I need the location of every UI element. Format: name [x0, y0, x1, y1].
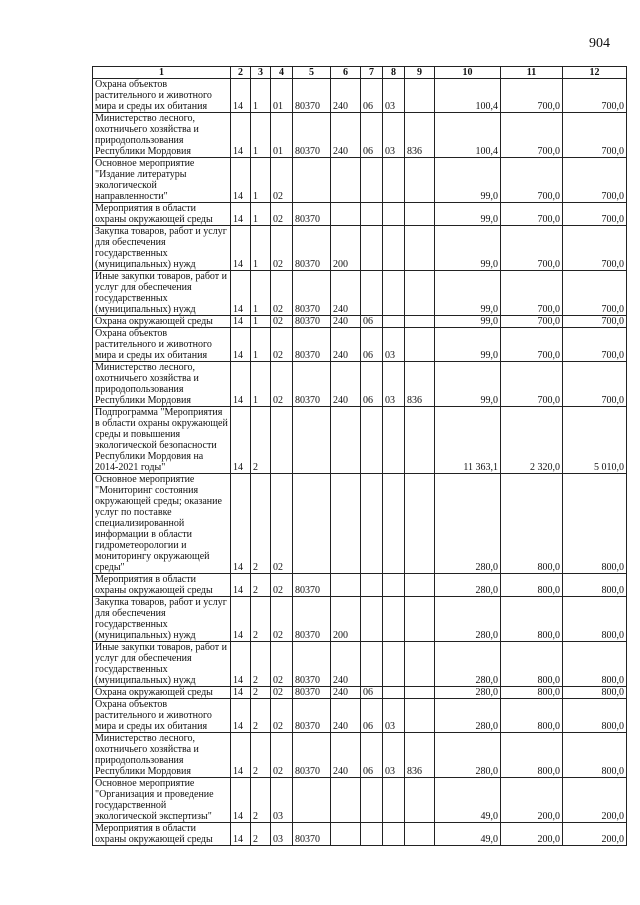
expense-type-cell	[331, 474, 361, 574]
subsection-cell	[361, 823, 383, 846]
amount-cell: 800,0	[501, 733, 563, 778]
amount-cell: 700,0	[563, 79, 627, 113]
table-row	[93, 79, 627, 113]
expense-type-cell	[331, 203, 361, 226]
expense-type-cell: 240	[331, 113, 361, 158]
amount-cell: 800,0	[501, 687, 563, 699]
section-cell: 14	[231, 407, 251, 474]
subsection-cell	[361, 574, 383, 597]
table-row	[93, 328, 627, 362]
event-cell: 02	[271, 574, 293, 597]
direction-cell	[293, 778, 331, 823]
subprogram-cell: 1	[251, 328, 271, 362]
subsection-cell: 06	[361, 362, 383, 407]
event-cell: 02	[271, 362, 293, 407]
amount-cell: 700,0	[563, 316, 627, 328]
table-row	[93, 158, 627, 203]
amount-cell: 280,0	[435, 597, 501, 642]
subsection-cell	[361, 778, 383, 823]
section-cell: 14	[231, 226, 251, 271]
expense-type-cell	[331, 823, 361, 846]
subsection-cell: 06	[361, 113, 383, 158]
amount-cell: 99,0	[435, 362, 501, 407]
section-cell: 14	[231, 203, 251, 226]
table-row	[93, 778, 627, 823]
section-code-cell: 03	[383, 328, 405, 362]
subsection-cell: 06	[361, 733, 383, 778]
section-cell: 14	[231, 778, 251, 823]
table-row	[93, 407, 627, 474]
subprogram-cell: 1	[251, 362, 271, 407]
row-name-cell: Министерство лесного, охотничьего хозяйства и природопользования Республики Мордовия	[93, 113, 231, 158]
section-code-cell	[383, 316, 405, 328]
amount-cell: 800,0	[563, 642, 627, 687]
event-cell: 02	[271, 158, 293, 203]
direction-cell: 80370	[293, 699, 331, 733]
table-row	[93, 574, 627, 597]
amount-cell: 800,0	[563, 474, 627, 574]
expense-type-cell: 240	[331, 642, 361, 687]
section-code-cell: 03	[383, 113, 405, 158]
column-header: 5	[293, 67, 331, 79]
direction-cell: 80370	[293, 113, 331, 158]
subprogram-cell: 1	[251, 79, 271, 113]
subprogram-cell: 1	[251, 113, 271, 158]
ministry-code-cell	[405, 687, 435, 699]
subsection-cell: 06	[361, 687, 383, 699]
amount-cell: 200,0	[501, 778, 563, 823]
section-code-cell: 03	[383, 733, 405, 778]
section-cell: 14	[231, 823, 251, 846]
amount-cell: 280,0	[435, 733, 501, 778]
table-header-row	[93, 67, 627, 79]
expense-type-cell	[331, 574, 361, 597]
expense-type-cell: 240	[331, 733, 361, 778]
event-cell: 02	[271, 203, 293, 226]
subsection-cell: 06	[361, 328, 383, 362]
ministry-code-cell	[405, 574, 435, 597]
subsection-cell	[361, 226, 383, 271]
section-code-cell	[383, 271, 405, 316]
column-header: 7	[361, 67, 383, 79]
expense-type-cell: 240	[331, 316, 361, 328]
amount-cell: 800,0	[501, 474, 563, 574]
subsection-cell	[361, 474, 383, 574]
direction-cell: 80370	[293, 642, 331, 687]
subprogram-cell: 2	[251, 597, 271, 642]
subprogram-cell: 1	[251, 203, 271, 226]
amount-cell: 800,0	[563, 597, 627, 642]
table-row	[93, 316, 627, 328]
amount-cell: 700,0	[501, 271, 563, 316]
ministry-code-cell	[405, 328, 435, 362]
event-cell: 01	[271, 79, 293, 113]
row-name-cell: Мероприятия в области охраны окружающей среды	[93, 574, 231, 597]
amount-cell: 800,0	[563, 733, 627, 778]
section-code-cell	[383, 574, 405, 597]
amount-cell: 700,0	[563, 362, 627, 407]
amount-cell: 800,0	[501, 699, 563, 733]
table-row	[93, 203, 627, 226]
amount-cell: 100,4	[435, 113, 501, 158]
event-cell: 02	[271, 642, 293, 687]
section-cell: 14	[231, 158, 251, 203]
ministry-code-cell	[405, 407, 435, 474]
row-name-cell: Министерство лесного, охотничьего хозяйства и природопользования Республики Мордовия	[93, 362, 231, 407]
amount-cell: 11 363,1	[435, 407, 501, 474]
column-header: 12	[563, 67, 627, 79]
expense-type-cell: 240	[331, 328, 361, 362]
amount-cell: 99,0	[435, 226, 501, 271]
amount-cell: 800,0	[501, 642, 563, 687]
amount-cell: 2 320,0	[501, 407, 563, 474]
amount-cell: 280,0	[435, 699, 501, 733]
section-code-cell	[383, 158, 405, 203]
event-cell: 03	[271, 778, 293, 823]
event-cell: 02	[271, 226, 293, 271]
subprogram-cell: 2	[251, 733, 271, 778]
event-cell: 02	[271, 687, 293, 699]
section-code-cell	[383, 778, 405, 823]
row-name-cell: Закупка товаров, работ и услуг для обеспечения государственных (муниципальных) нужд	[93, 597, 231, 642]
row-name-cell: Охрана окружающей среды	[93, 687, 231, 699]
amount-cell: 800,0	[501, 597, 563, 642]
table-row	[93, 733, 627, 778]
subprogram-cell: 1	[251, 316, 271, 328]
amount-cell: 280,0	[435, 474, 501, 574]
expense-type-cell	[331, 407, 361, 474]
subsection-cell	[361, 597, 383, 642]
section-cell: 14	[231, 597, 251, 642]
subprogram-cell: 2	[251, 778, 271, 823]
section-code-cell	[383, 823, 405, 846]
page-number: 904	[589, 36, 610, 51]
table-row	[93, 113, 627, 158]
column-header: 2	[231, 67, 251, 79]
event-cell: 02	[271, 699, 293, 733]
ministry-code-cell: 836	[405, 113, 435, 158]
row-name-cell: Основное мероприятие "Организация и проведение государственной экологической экспертизы"	[93, 778, 231, 823]
table-row	[93, 642, 627, 687]
section-code-cell	[383, 687, 405, 699]
row-name-cell: Мероприятия в области охраны окружающей среды	[93, 823, 231, 846]
subprogram-cell: 1	[251, 271, 271, 316]
section-code-cell	[383, 597, 405, 642]
amount-cell: 700,0	[563, 113, 627, 158]
subprogram-cell: 2	[251, 407, 271, 474]
amount-cell: 700,0	[501, 113, 563, 158]
column-header: 6	[331, 67, 361, 79]
subprogram-cell: 2	[251, 823, 271, 846]
amount-cell: 700,0	[501, 226, 563, 271]
ministry-code-cell	[405, 226, 435, 271]
section-code-cell	[383, 474, 405, 574]
amount-cell: 99,0	[435, 271, 501, 316]
direction-cell: 80370	[293, 362, 331, 407]
amount-cell: 280,0	[435, 687, 501, 699]
ministry-code-cell	[405, 79, 435, 113]
event-cell: 02	[271, 597, 293, 642]
ministry-code-cell	[405, 203, 435, 226]
amount-cell: 700,0	[501, 328, 563, 362]
direction-cell: 80370	[293, 328, 331, 362]
section-cell: 14	[231, 79, 251, 113]
subsection-cell	[361, 203, 383, 226]
event-cell: 02	[271, 474, 293, 574]
row-name-cell: Иные закупки товаров, работ и услуг для обеспечения государственных (муниципальных) нужд	[93, 642, 231, 687]
amount-cell: 700,0	[501, 158, 563, 203]
column-header: 1	[93, 67, 231, 79]
table-row	[93, 226, 627, 271]
expense-type-cell	[331, 158, 361, 203]
direction-cell: 80370	[293, 226, 331, 271]
ministry-code-cell	[405, 823, 435, 846]
direction-cell: 80370	[293, 823, 331, 846]
section-cell: 14	[231, 687, 251, 699]
column-header: 8	[383, 67, 405, 79]
amount-cell: 800,0	[563, 574, 627, 597]
row-name-cell: Основное мероприятие "Мониторинг состояния окружающей среды; оказание услуг по поставке специализированной информации в области гидрометеорологии и мониторингу окружающей среды"	[93, 474, 231, 574]
subprogram-cell: 2	[251, 687, 271, 699]
direction-cell: 80370	[293, 203, 331, 226]
row-name-cell: Иные закупки товаров, работ и услуг для обеспечения государственных (муниципальных) нужд	[93, 271, 231, 316]
column-header: 9	[405, 67, 435, 79]
amount-cell: 49,0	[435, 823, 501, 846]
section-cell: 14	[231, 328, 251, 362]
direction-cell: 80370	[293, 687, 331, 699]
direction-cell: 80370	[293, 79, 331, 113]
amount-cell: 280,0	[435, 642, 501, 687]
table-row	[93, 597, 627, 642]
expense-type-cell: 240	[331, 79, 361, 113]
ministry-code-cell	[405, 597, 435, 642]
subsection-cell	[361, 158, 383, 203]
budget-table	[92, 66, 627, 846]
row-name-cell: Закупка товаров, работ и услуг для обеспечения государственных (муниципальных) нужд	[93, 226, 231, 271]
section-cell: 14	[231, 474, 251, 574]
subsection-cell	[361, 407, 383, 474]
ministry-code-cell: 836	[405, 733, 435, 778]
section-cell: 14	[231, 642, 251, 687]
amount-cell: 99,0	[435, 203, 501, 226]
column-header: 10	[435, 67, 501, 79]
row-name-cell: Министерство лесного, охотничьего хозяйства и природопользования Республики Мордовия	[93, 733, 231, 778]
row-name-cell: Охрана объектов растительного и животного мира и среды их обитания	[93, 328, 231, 362]
subprogram-cell: 1	[251, 158, 271, 203]
section-cell: 14	[231, 699, 251, 733]
event-cell: 03	[271, 823, 293, 846]
column-header: 3	[251, 67, 271, 79]
table-row	[93, 699, 627, 733]
amount-cell: 700,0	[563, 226, 627, 271]
ministry-code-cell	[405, 158, 435, 203]
subsection-cell: 06	[361, 79, 383, 113]
expense-type-cell: 200	[331, 597, 361, 642]
expense-type-cell: 240	[331, 271, 361, 316]
expense-type-cell: 240	[331, 362, 361, 407]
event-cell: 02	[271, 316, 293, 328]
direction-cell	[293, 158, 331, 203]
subprogram-cell: 2	[251, 474, 271, 574]
amount-cell: 49,0	[435, 778, 501, 823]
expense-type-cell: 240	[331, 699, 361, 733]
direction-cell	[293, 474, 331, 574]
column-header: 11	[501, 67, 563, 79]
amount-cell: 200,0	[563, 778, 627, 823]
direction-cell	[293, 407, 331, 474]
subsection-cell: 06	[361, 699, 383, 733]
direction-cell: 80370	[293, 597, 331, 642]
section-cell: 14	[231, 271, 251, 316]
amount-cell: 700,0	[563, 158, 627, 203]
expense-type-cell: 200	[331, 226, 361, 271]
section-code-cell	[383, 407, 405, 474]
row-name-cell: Охрана объектов растительного и животного мира и среды их обитания	[93, 79, 231, 113]
amount-cell: 200,0	[563, 823, 627, 846]
row-name-cell: Подпрограмма "Мероприятия в области охраны окружающей среды и повышения экологической безопасности Республики Мордовия на 2014-2021 годы"	[93, 407, 231, 474]
amount-cell: 99,0	[435, 316, 501, 328]
ministry-code-cell	[405, 699, 435, 733]
amount-cell: 99,0	[435, 328, 501, 362]
subprogram-cell: 2	[251, 699, 271, 733]
section-cell: 14	[231, 733, 251, 778]
amount-cell: 200,0	[501, 823, 563, 846]
amount-cell: 700,0	[563, 271, 627, 316]
amount-cell: 700,0	[563, 203, 627, 226]
ministry-code-cell	[405, 316, 435, 328]
amount-cell: 700,0	[501, 203, 563, 226]
table-row	[93, 823, 627, 846]
amount-cell: 700,0	[501, 316, 563, 328]
subsection-cell: 06	[361, 316, 383, 328]
section-code-cell: 03	[383, 79, 405, 113]
table-row	[93, 271, 627, 316]
ministry-code-cell	[405, 778, 435, 823]
ministry-code-cell	[405, 271, 435, 316]
event-cell: 02	[271, 733, 293, 778]
section-cell: 14	[231, 113, 251, 158]
row-name-cell: Охрана окружающей среды	[93, 316, 231, 328]
row-name-cell: Мероприятия в области охраны окружающей среды	[93, 203, 231, 226]
row-name-cell: Охрана объектов растительного и животного мира и среды их обитания	[93, 699, 231, 733]
amount-cell: 5 010,0	[563, 407, 627, 474]
subsection-cell	[361, 271, 383, 316]
direction-cell: 80370	[293, 271, 331, 316]
section-code-cell: 03	[383, 362, 405, 407]
section-code-cell	[383, 642, 405, 687]
table-row	[93, 687, 627, 699]
direction-cell: 80370	[293, 574, 331, 597]
section-cell: 14	[231, 362, 251, 407]
amount-cell: 700,0	[501, 79, 563, 113]
event-cell: 02	[271, 271, 293, 316]
event-cell	[271, 407, 293, 474]
table-row	[93, 474, 627, 574]
direction-cell: 80370	[293, 733, 331, 778]
column-header: 4	[271, 67, 293, 79]
section-cell: 14	[231, 574, 251, 597]
event-cell: 02	[271, 328, 293, 362]
amount-cell: 800,0	[563, 699, 627, 733]
section-code-cell	[383, 203, 405, 226]
subprogram-cell: 2	[251, 642, 271, 687]
amount-cell: 280,0	[435, 574, 501, 597]
amount-cell: 800,0	[563, 687, 627, 699]
amount-cell: 800,0	[501, 574, 563, 597]
table-row	[93, 362, 627, 407]
section-cell: 14	[231, 316, 251, 328]
row-name-cell: Основное мероприятие "Издание литературы экологической направленности"	[93, 158, 231, 203]
amount-cell: 99,0	[435, 158, 501, 203]
ministry-code-cell	[405, 642, 435, 687]
ministry-code-cell: 836	[405, 362, 435, 407]
expense-type-cell: 240	[331, 687, 361, 699]
amount-cell: 700,0	[501, 362, 563, 407]
amount-cell: 700,0	[563, 328, 627, 362]
event-cell: 01	[271, 113, 293, 158]
amount-cell: 100,4	[435, 79, 501, 113]
section-code-cell: 03	[383, 699, 405, 733]
subprogram-cell: 1	[251, 226, 271, 271]
direction-cell: 80370	[293, 316, 331, 328]
section-code-cell	[383, 226, 405, 271]
ministry-code-cell	[405, 474, 435, 574]
expense-type-cell	[331, 778, 361, 823]
subsection-cell	[361, 642, 383, 687]
subprogram-cell: 2	[251, 574, 271, 597]
